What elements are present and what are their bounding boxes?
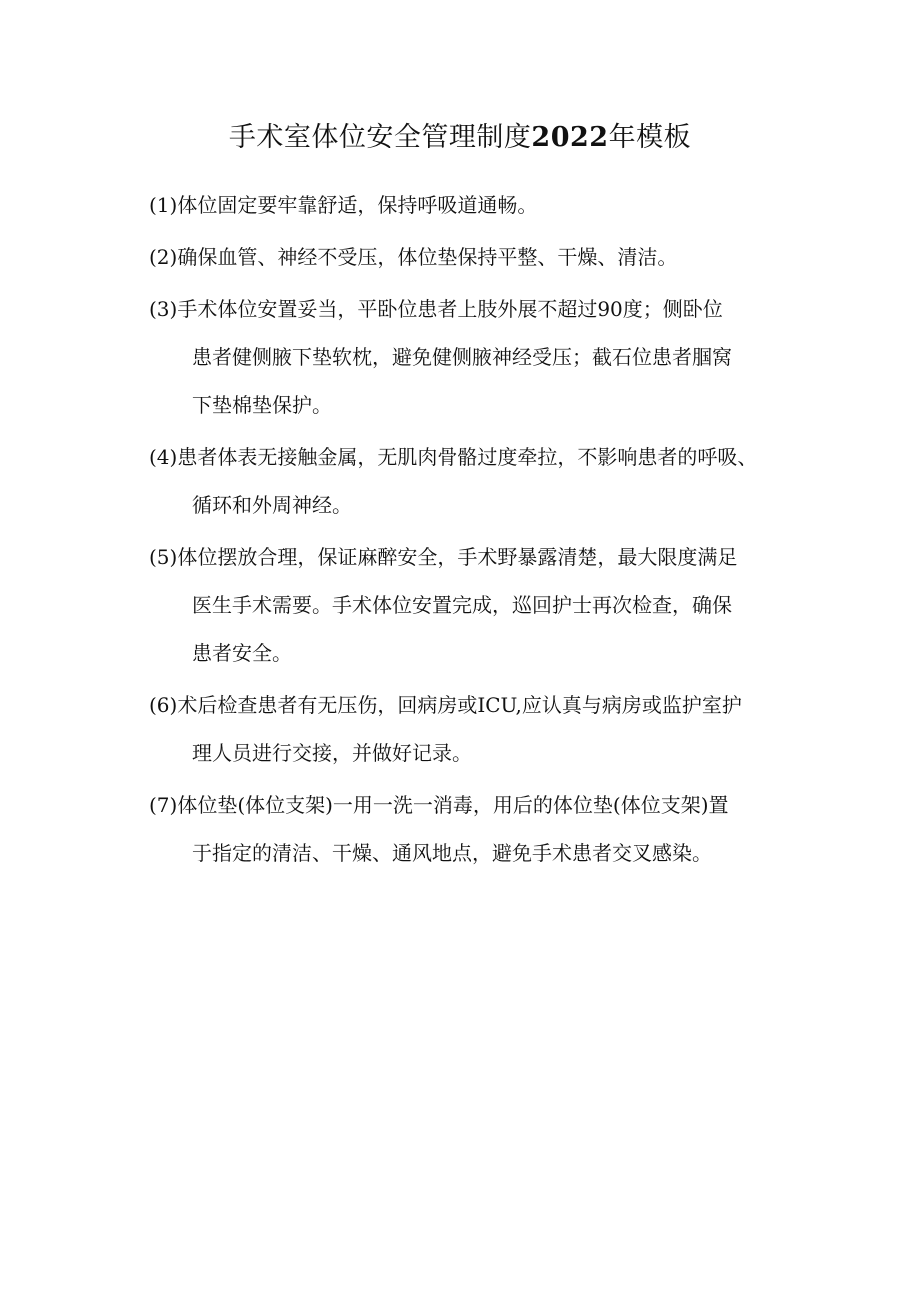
rule-line: (2)确保血管、神经不受压，体位垫保持平整、干燥、清洁。: [149, 245, 678, 269]
rule-line: (7)体位垫(体位支架)一用一洗一消毒，用后的体位垫(体位支架)置: [149, 793, 729, 817]
rule-line: (6)术后检查患者有无压伤，回病房或ICU,应认真与病房或监护室护: [149, 693, 742, 717]
rule-line-continuation: 循环和外周神经。: [192, 493, 352, 517]
rule-line-continuation: 医生手术需要。手术体位安置完成，巡回护士再次检查，确保: [192, 593, 732, 617]
rule-line: (3)手术体位安置妥当，平卧位患者上肢外展不超过90度；侧卧位: [149, 297, 723, 321]
rule-line: (5)体位摆放合理，保证麻醉安全，手术野暴露清楚，最大限度满足: [149, 545, 738, 569]
rule-item-7: [149, 785, 789, 881]
rule-item-3: [149, 289, 789, 433]
rule-item-6: [149, 685, 789, 781]
rule-line: (4)患者体表无接触金属，无肌肉骨骼过度牵拉，不影响患者的呼吸、: [149, 445, 758, 469]
rule-item-1: [149, 185, 789, 233]
title-suffix: 年模板: [608, 122, 692, 153]
rule-item-2: [149, 237, 789, 285]
rule-line-continuation: 患者安全。: [192, 641, 292, 665]
rule-line-continuation: 于指定的清洁、干燥、通风地点，避免手术患者交叉感染。: [192, 841, 712, 865]
title-year: 2022: [531, 122, 609, 153]
rule-item-4: [149, 437, 789, 533]
rule-line-continuation: 理人员进行交接，并做好记录。: [192, 741, 472, 765]
rule-line-continuation: 下垫棉垫保护。: [192, 393, 332, 417]
page-title: [0, 118, 920, 158]
title-prefix: 手术室体位安全管理制度: [228, 122, 532, 153]
rule-item-5: [149, 537, 789, 681]
rule-list: [149, 185, 789, 885]
rule-line-continuation: 患者健侧腋下垫软枕，避免健侧腋神经受压；截石位患者腘窝: [192, 345, 732, 369]
rule-line: (1)体位固定要牢靠舒适，保持呼吸道通畅。: [149, 193, 538, 217]
